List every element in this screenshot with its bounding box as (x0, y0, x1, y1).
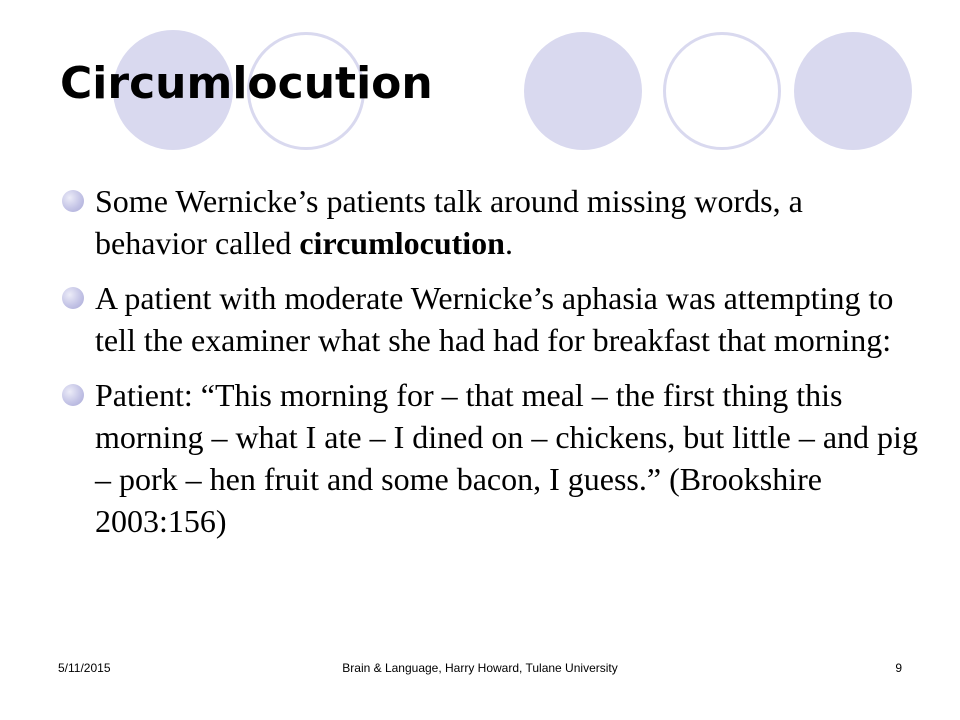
bullet-dot-icon (62, 384, 84, 406)
bullet-dot-icon (62, 287, 84, 309)
bullet-1-bold-term: circumlocution (299, 225, 505, 261)
bullet-1-end: . (504, 225, 513, 261)
footer-page-number: 9 (895, 661, 902, 675)
bullet-item-2 (58, 277, 918, 361)
decorative-circle-filled-3 (794, 32, 912, 150)
bullet-dot-icon (62, 190, 84, 212)
decorative-circle-filled-2 (524, 32, 642, 150)
footer-course-info: Brain & Language, Harry Howard, Tulane University (342, 661, 618, 675)
bullet-3-text: Patient: “This morning for – that meal – the first thing this morning – what I ate – I dined on – chickens, but little – and pig – pork – hen fruit and some bacon, I guess.” (Brookshire 2003:156) (95, 377, 918, 539)
bullet-1-text: Some Wernicke’s patients talk around missing words, a behavior called (95, 183, 803, 261)
slide-title: Circumlocution (60, 58, 433, 109)
bullet-item-3 (58, 374, 918, 542)
decorative-circle-ring-2 (663, 32, 781, 150)
bullet-2-text: A patient with moderate Wernicke’s aphasia was attempting to tell the examiner what she had had for breakfast that morning: (95, 280, 894, 358)
bullet-item-1 (58, 180, 918, 264)
bullet-list (58, 180, 918, 555)
footer-date: 5/11/2015 (58, 661, 111, 675)
